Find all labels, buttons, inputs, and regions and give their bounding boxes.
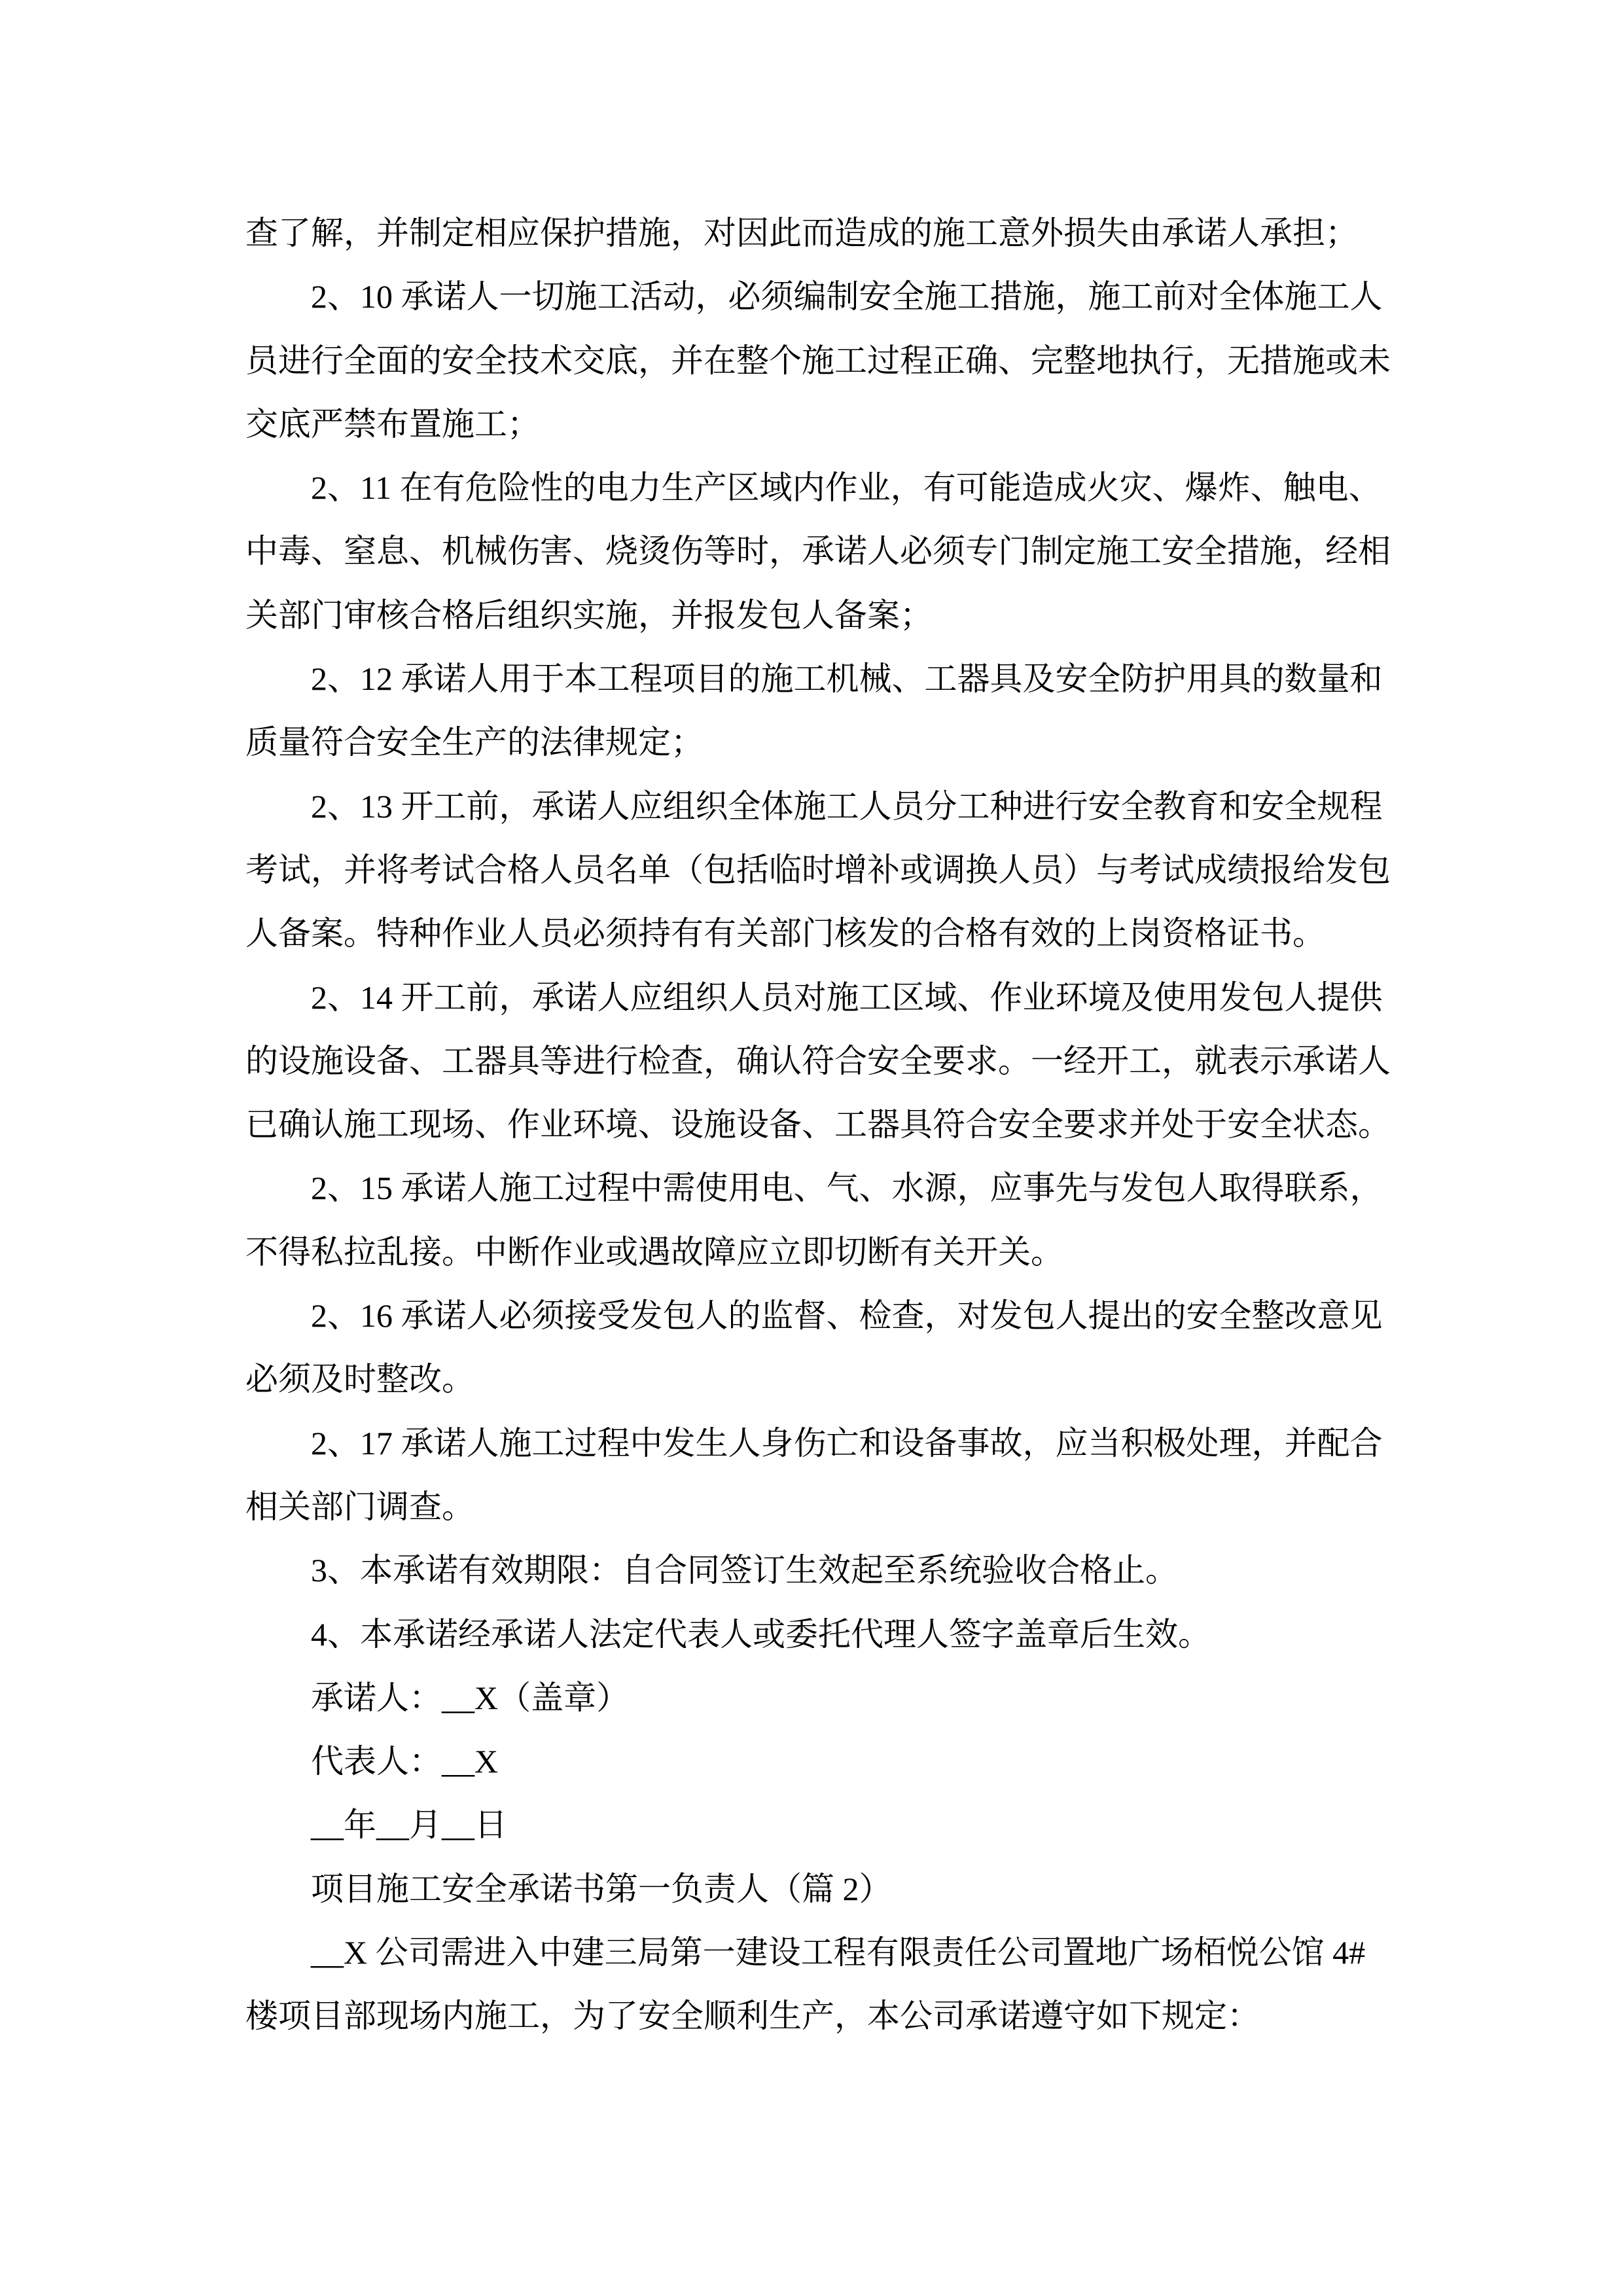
text-line: 2、17 承诺人施工过程中发生人身伤亡和设备事故，应当积极处理，并配合 <box>311 1424 1383 1462</box>
text-line: 楼项目部现场内施工，为了安全顺利生产，本公司承诺遵守如下规定： <box>245 1998 1260 2035</box>
text-line: 员进行全面的安全技术交底，并在整个施工过程正确、完整地执行，无措施或未 <box>245 342 1391 379</box>
document-text-block <box>245 202 1397 2049</box>
text-line: 人备案。特种作业人员必须持有有关部门核发的合格有效的上岗资格证书。 <box>245 915 1325 952</box>
text-line: 相关部门调查。 <box>245 1488 474 1525</box>
text-line: 4、本承诺经承诺人法定代表人或委托代理人签字盖章后生效。 <box>311 1615 1211 1653</box>
text-line: __年__月__日 <box>311 1806 507 1844</box>
text-line: 必须及时整改。 <box>245 1361 474 1398</box>
text-line: 中毒、窒息、机械伤害、烧烫伤等时，承诺人必须专门制定施工安全措施，经相 <box>245 533 1391 570</box>
text-line: 查了解，并制定相应保护措施，对因此而造成的施工意外损失由承诺人承担； <box>245 215 1358 251</box>
text-line: 2、15 承诺人施工过程中需使用电、气、水源，应事先与发包人取得联系， <box>311 1170 1383 1207</box>
text-line: 交底严禁布置施工； <box>245 405 540 442</box>
text-line: 项目施工安全承诺书第一负责人（篇 2） <box>311 1870 892 1907</box>
text-line: 2、11 在有危险性的电力生产区域内作业，有可能造成火灾、爆炸、触电、 <box>311 469 1382 507</box>
text-line: 代表人：__X <box>311 1743 499 1780</box>
text-line: 的设施设备、工器具等进行检查，确认符合安全要求。一经开工，就表示承诺人 <box>245 1042 1391 1079</box>
text-line: 质量符合安全生产的法律规定； <box>245 724 704 761</box>
text-line: 已确认施工现场、作业环境、设施设备、工器具符合安全要求并处于安全状态。 <box>245 1106 1391 1143</box>
text-line: 承诺人：__X（盖章） <box>311 1679 630 1716</box>
text-line: 关部门审核合格后组织实施，并报发包人备案； <box>245 596 933 634</box>
text-line: 2、12 承诺人用于本工程项目的施工机械、工器具及安全防护用具的数量和 <box>311 660 1383 698</box>
text-line: __X 公司需进入中建三局第一建设工程有限责任公司置地广场栢悦公馆 4# <box>311 1934 1366 1971</box>
text-line: 2、10 承诺人一切施工活动，必须编制安全施工措施，施工前对全体施工人 <box>311 278 1383 315</box>
text-line: 3、本承诺有效期限：自合同签订生效起至系统验收合格止。 <box>311 1552 1178 1589</box>
text-line: 考试，并将考试合格人员名单（包括临时增补或调换人员）与考试成绩报给发包 <box>245 851 1391 888</box>
text-line: 2、14 开工前，承诺人应组织人员对施工区域、作业环境及使用发包人提供 <box>311 978 1383 1016</box>
text-line: 2、13 开工前，承诺人应组织全体施工人员分工种进行安全教育和安全规程 <box>311 787 1383 825</box>
text-line: 2、16 承诺人必须接受发包人的监督、检查，对发包人提出的安全整改意见 <box>311 1297 1383 1335</box>
text-line: 不得私拉乱接。中断作业或遇故障应立即切断有关开关。 <box>245 1233 1063 1270</box>
